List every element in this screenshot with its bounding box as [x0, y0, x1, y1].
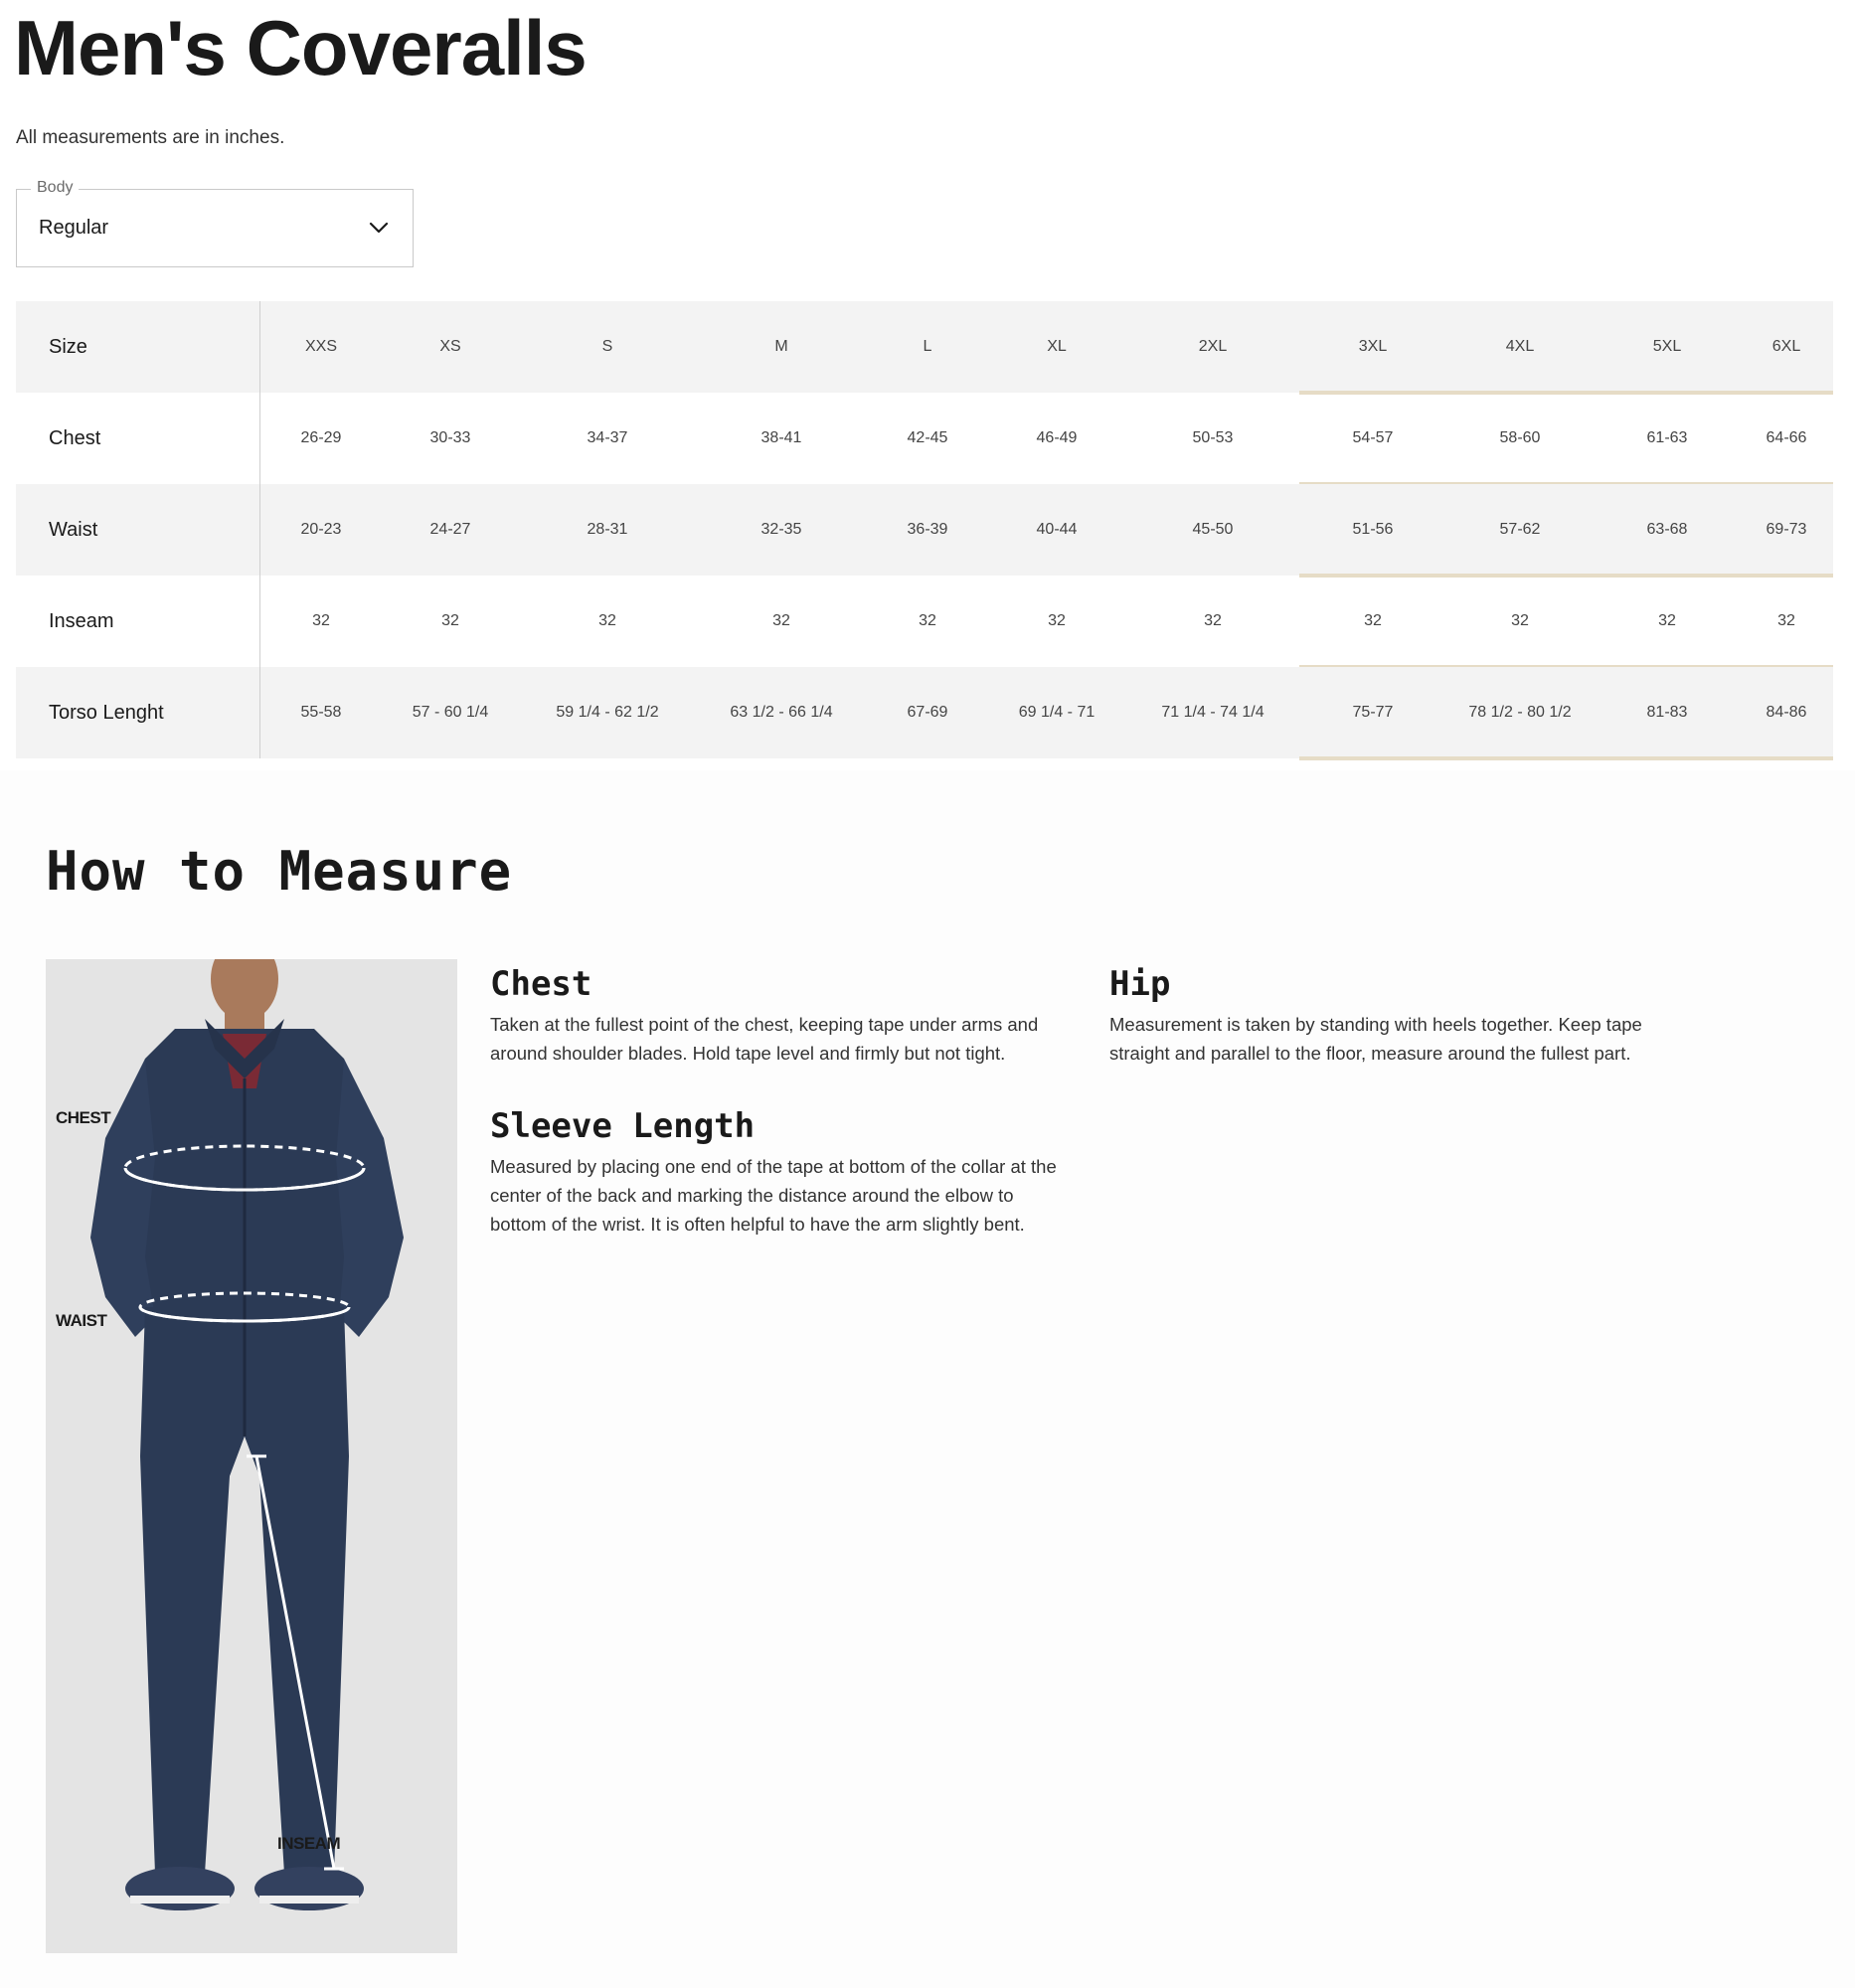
table-cell: 69 1/4 - 71	[1018, 704, 1096, 721]
size-header-cell: M	[774, 338, 788, 355]
chest-heading: Chest	[490, 964, 592, 1004]
size-header-cell: 5XL	[1652, 338, 1682, 355]
table-cell: 58-60	[1499, 429, 1541, 446]
table-cell: 57-62	[1499, 521, 1541, 538]
table-cell: 32	[598, 612, 616, 629]
chevron-down-icon[interactable]	[367, 216, 391, 240]
table-cell: 34-37	[587, 429, 628, 446]
table-row	[16, 484, 1833, 576]
table-cell: 32	[312, 612, 330, 629]
table-cell: 30-33	[429, 429, 471, 446]
table-cell: 32	[1658, 612, 1676, 629]
row-label: Torso Lenght	[16, 667, 260, 758]
row-label: Size	[16, 301, 260, 393]
size-header-cell: XS	[439, 338, 461, 355]
table-cell: 69-73	[1766, 521, 1807, 538]
row-label: Inseam	[16, 576, 260, 667]
table-cell: 63 1/2 - 66 1/4	[730, 704, 833, 721]
size-chart-table	[16, 301, 1833, 758]
table-cell: 26-29	[300, 429, 342, 446]
chest-info	[490, 964, 1067, 1068]
size-header-cell: 2XL	[1198, 338, 1228, 355]
sleeve-length-text: Measured by placing one end of the tape at bottom of the collar at the center of the back and marking the distance around the elbow to bottom of the wrist. It is often helpful to have the arm slightly bent.	[490, 1156, 1057, 1235]
table-cell: 40-44	[1036, 521, 1078, 538]
size-header-cell: L	[923, 338, 932, 355]
table-cell: 28-31	[587, 521, 628, 538]
how-to-measure-title: How to Measure	[46, 840, 513, 903]
table-cell: 64-66	[1766, 429, 1807, 446]
hip-info	[1109, 964, 1686, 1068]
size-header-cell: XXS	[304, 338, 337, 355]
table-cell: 32	[772, 612, 790, 629]
table-row	[16, 667, 1833, 758]
table-row	[16, 393, 1833, 484]
coverall-measurement-figure	[46, 959, 457, 1953]
table-cell: 36-39	[907, 521, 948, 538]
table-cell: 61-63	[1646, 429, 1688, 446]
size-header-cell: XL	[1047, 338, 1067, 355]
units-note: All measurements are in inches.	[16, 127, 285, 148]
figure-label-chest: CHEST	[56, 1108, 111, 1127]
table-cell: 32	[441, 612, 459, 629]
table-cell: 75-77	[1352, 704, 1394, 721]
size-header-cell: S	[601, 338, 613, 355]
row-label: Waist	[16, 484, 260, 576]
how-to-measure-section	[0, 770, 1855, 1988]
table-cell: 78 1/2 - 80 1/2	[1468, 704, 1572, 721]
chest-text: Taken at the fullest point of the chest, keeping tape under arms and around shoulder blades. Hold tape level and firmly but not tight.	[490, 1014, 1039, 1064]
figure-label-waist: WAIST	[56, 1311, 107, 1330]
page-title: Men's Coveralls	[14, 4, 587, 91]
table-cell: 46-49	[1036, 429, 1078, 446]
table-cell: 32	[1364, 612, 1382, 629]
table-cell: 51-56	[1352, 521, 1394, 538]
table-cell: 24-27	[429, 521, 471, 538]
table-cell: 50-53	[1192, 429, 1234, 446]
sleeve-length-info	[490, 1106, 1067, 1239]
table-cell: 59 1/4 - 62 1/2	[556, 704, 659, 721]
table-cell: 20-23	[300, 521, 342, 538]
table-cell: 32-35	[760, 521, 802, 538]
table-row	[16, 301, 1833, 393]
table-cell: 32	[919, 612, 936, 629]
table-row	[16, 576, 1833, 667]
table-cell: 38-41	[760, 429, 802, 446]
table-cell: 32	[1511, 612, 1529, 629]
size-header-cell: 3XL	[1358, 338, 1388, 355]
table-cell: 84-86	[1766, 704, 1807, 721]
body-select-value: Regular	[39, 217, 109, 239]
size-header-cell: 4XL	[1505, 338, 1535, 355]
hip-heading: Hip	[1109, 964, 1171, 1004]
table-cell: 32	[1048, 612, 1066, 629]
table-cell: 71 1/4 - 74 1/4	[1161, 704, 1265, 721]
figure-label-inseam: INSEAM	[277, 1834, 341, 1853]
table-cell: 55-58	[300, 704, 342, 721]
table-cell: 45-50	[1192, 521, 1234, 538]
body-type-select[interactable]	[16, 179, 414, 267]
table-cell: 42-45	[907, 429, 948, 446]
size-header-cell: 6XL	[1771, 338, 1801, 355]
table-cell: 81-83	[1646, 704, 1688, 721]
hip-text: Measurement is taken by standing with heels together. Keep tape straight and parallel to the floor, measure around the fullest part.	[1109, 1014, 1642, 1064]
table-cell: 32	[1204, 612, 1222, 629]
table-cell: 54-57	[1352, 429, 1394, 446]
table-cell: 67-69	[907, 704, 948, 721]
table-cell: 32	[1777, 612, 1795, 629]
table-cell: 57 - 60 1/4	[412, 704, 489, 721]
table-cell: 63-68	[1646, 521, 1688, 538]
sleeve-length-heading: Sleeve Length	[490, 1106, 756, 1146]
extended-size-divider	[1299, 756, 1833, 760]
body-select-legend: Body	[31, 179, 79, 197]
row-label: Chest	[16, 393, 260, 484]
